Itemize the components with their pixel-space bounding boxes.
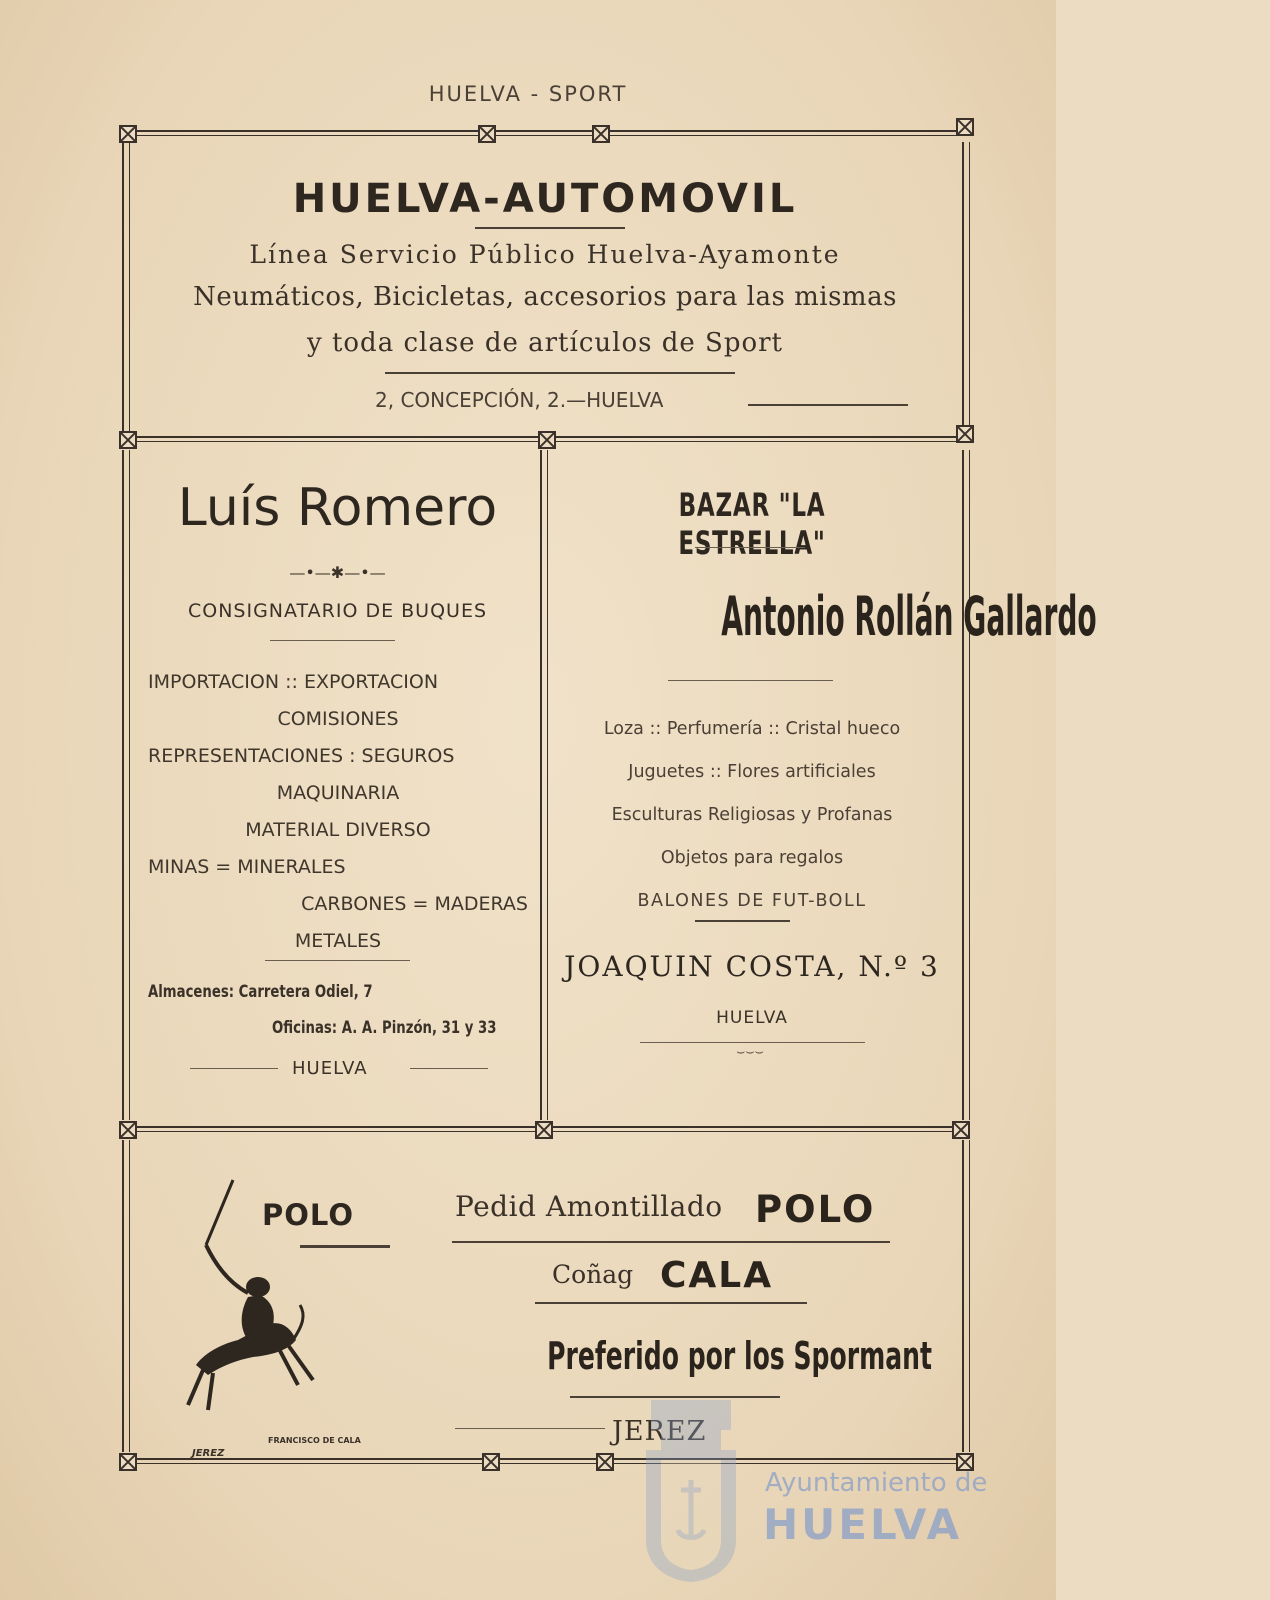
ornament-box-icon — [538, 431, 556, 449]
romero-city: HUELVA — [292, 1058, 368, 1079]
watermark-line1: Ayuntamiento de — [765, 1468, 988, 1498]
romero-service: CARBONES = MADERAS — [301, 893, 528, 915]
frame-rule-right-3 — [962, 1140, 970, 1452]
romero-city-rule-left — [190, 1068, 278, 1069]
romero-service: MAQUINARIA — [276, 782, 400, 804]
romero-service: COMISIONES — [277, 708, 399, 730]
automovil-address: 2, CONCEPCIÓN, 2.—HUELVA — [375, 388, 664, 412]
bazar-end-ornament-icon: ⌣⌣⌣ — [736, 1044, 764, 1060]
polo-rider-icon — [178, 1175, 328, 1425]
bazar-owner-wrap — [548, 585, 1097, 648]
ornament-box-icon — [478, 125, 496, 143]
ornament-box-icon — [596, 1453, 614, 1471]
polo-city: JEREZ — [612, 1416, 707, 1447]
romero-oficinas: Oficinas: A. A. Pinzón, 31 y 33 — [272, 1018, 497, 1038]
bazar-product: Objetos para regalos — [660, 848, 844, 868]
watermark-line2: HUELVA — [763, 1500, 963, 1549]
ornament-box-icon — [535, 1121, 553, 1139]
polo-line1-rule — [452, 1241, 890, 1243]
bazar-product: Loza :: Perfumería :: Cristal hueco — [603, 719, 901, 739]
romero-almacenes: Almacenes: Carretera Odiel, 7 — [148, 982, 373, 1002]
automovil-line2: Neumáticos, Bicicletas, accesorios para las mismas — [193, 282, 897, 312]
bazar-products — [552, 708, 952, 923]
polo-city-rule — [455, 1428, 605, 1429]
romero-title-rule — [270, 640, 395, 641]
polo-line3: Preferido por los Spormant — [547, 1334, 932, 1378]
bazar-name: BAZAR "LA ESTRELLA" — [678, 486, 826, 562]
automovil-title: HUELVA-AUTOMOVIL — [292, 176, 798, 222]
romero-title: CONSIGNATARIO DE BUQUES — [187, 600, 488, 622]
romero-services-rule — [265, 960, 410, 961]
bazar-name-rule — [695, 547, 805, 548]
frame-rule-bottom — [128, 1458, 964, 1464]
automovil-divider — [385, 372, 735, 374]
romero-service: MINAS = MINERALES — [148, 856, 346, 878]
polo-line2-prefix: Coñag — [552, 1260, 634, 1289]
polo-logo-maker: FRANCISCO DE CALA — [268, 1436, 361, 1445]
bazar-product: Esculturas Religiosas y Profanas — [611, 805, 893, 825]
bazar-owner-rule — [668, 680, 833, 681]
automovil-title-rule — [475, 227, 625, 229]
frame-rule-left-1 — [122, 142, 130, 432]
polo-line1-prefix: Pedid Amontillado — [455, 1190, 723, 1223]
frame-rule-left-2 — [122, 450, 130, 1120]
polo-logo-text: POLO — [262, 1198, 355, 1232]
automovil-line3: y toda clase de artículos de Sport — [307, 328, 783, 358]
bazar-address: JOAQUIN COSTA, N.º 3 — [564, 950, 940, 983]
romero-service: REPRESENTACIONES : SEGUROS — [148, 745, 455, 767]
automovil-address-rule — [748, 404, 908, 406]
bazar-city-rule — [640, 1042, 865, 1043]
ornament-box-icon — [956, 425, 974, 443]
ayuntamiento-shield-icon — [636, 1390, 746, 1585]
ornament-box-icon — [956, 118, 974, 136]
ornament-box-icon — [119, 1121, 137, 1139]
bazar-products-rule — [695, 920, 790, 922]
bazar-city: HUELVA — [716, 1008, 788, 1028]
bazar-owner: Antonio Rollán Gallardo — [721, 585, 1097, 648]
polo-line3-wrap — [448, 1334, 932, 1378]
bazar-product: BALONES DE FUT-BOLL — [637, 891, 867, 911]
romero-service: METALES — [294, 930, 382, 952]
page-header: HUELVA - SPORT — [428, 82, 628, 106]
romero-services — [148, 664, 528, 960]
romero-name: Luís Romero — [177, 478, 498, 538]
frame-rule-center — [540, 450, 548, 1120]
frame-rule-right-1 — [962, 142, 970, 432]
frame-rule-left-3 — [122, 1140, 130, 1452]
bazar-name-wrap — [552, 486, 952, 562]
romero-ornament-icon: —•—✱—•— — [289, 563, 386, 582]
polo-line1-brand: POLO — [755, 1188, 876, 1231]
ornament-box-icon — [119, 125, 137, 143]
frame-rule-right-2 — [962, 450, 970, 1120]
romero-service: IMPORTACION :: EXPORTACION — [148, 671, 439, 693]
ornament-box-icon — [119, 1453, 137, 1471]
polo-logo-city: JEREZ — [192, 1448, 225, 1459]
frame-rule-top — [128, 130, 964, 136]
ornament-box-icon — [952, 1121, 970, 1139]
ornament-box-icon — [482, 1453, 500, 1471]
romero-city-rule-right — [410, 1068, 488, 1069]
ornament-box-icon — [592, 125, 610, 143]
bazar-product: Juguetes :: Flores artificiales — [628, 762, 876, 782]
romero-service: MATERIAL DIVERSO — [245, 819, 431, 841]
automovil-line1: Línea Servicio Público Huelva-Ayamonte — [249, 240, 841, 269]
polo-line2-rule — [535, 1302, 807, 1304]
ornament-box-icon — [119, 431, 137, 449]
polo-line2-brand: CALA — [660, 1255, 774, 1296]
